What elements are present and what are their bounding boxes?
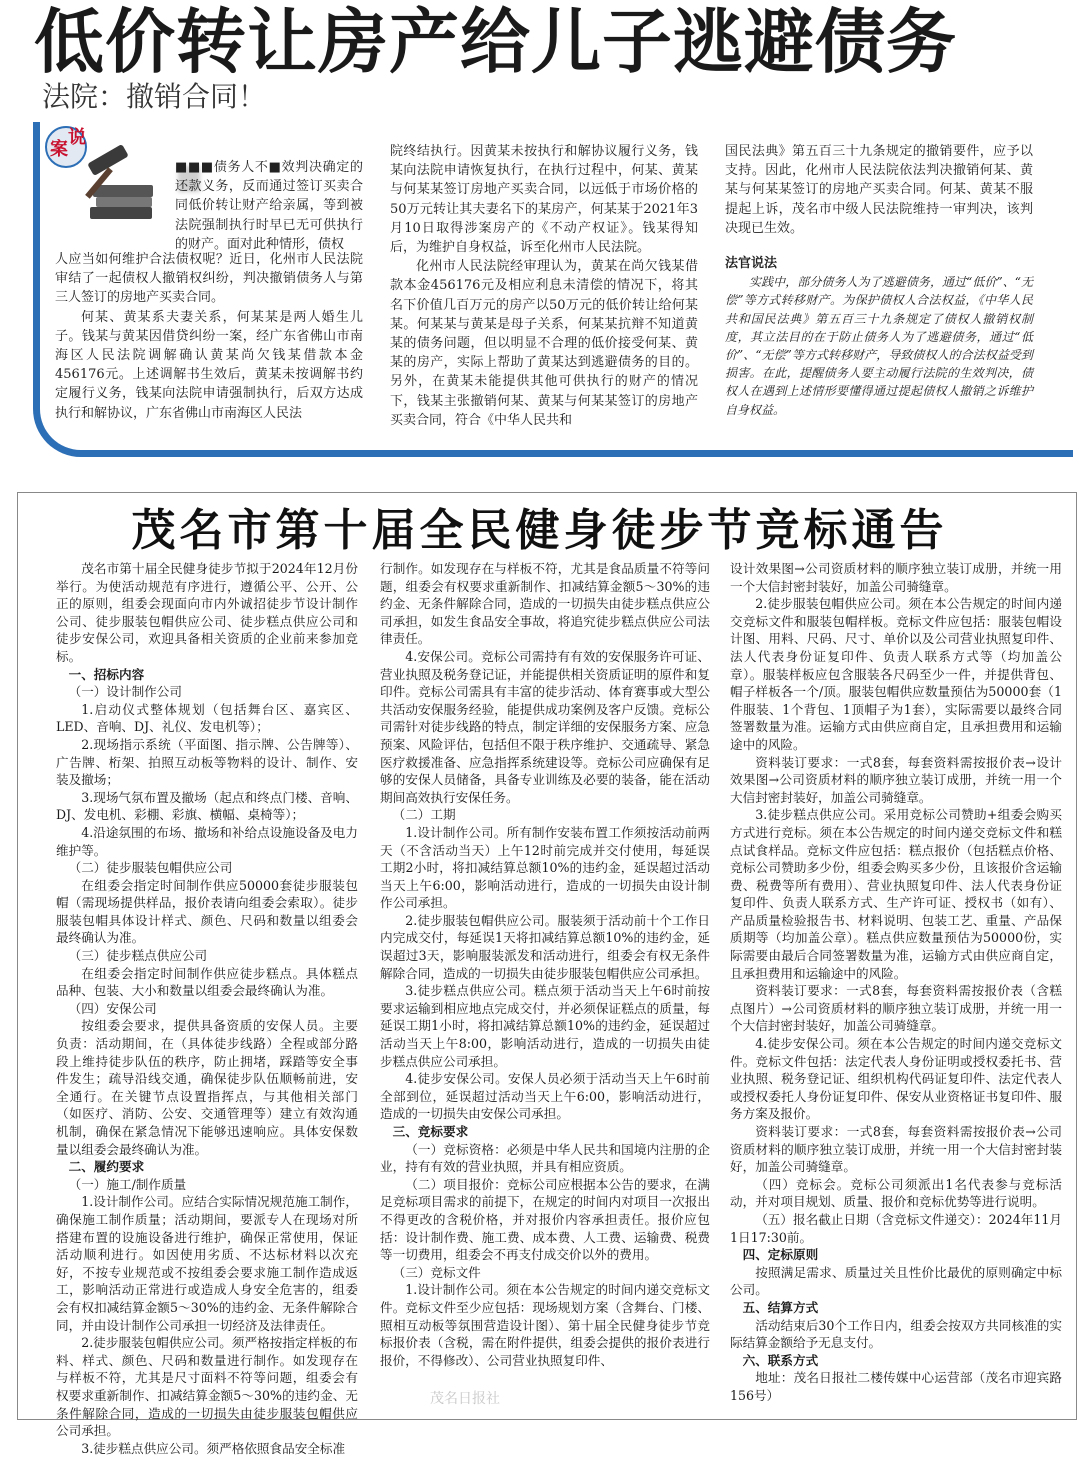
notice-paragraph: 2.徒步服装包帽供应公司。须严格按指定样板的布料、样式、颜色、尺码和数量进行制作。如发现存在与样板不符，尤其是尺寸面料不符等问题，组委会有权要求重新制作、扣减结算金额5～30%的违约金、无条件解除合同，造成的一切损失由徒步服装包帽供应公司承担。 <box>56 1335 358 1439</box>
notice-paragraph: 1.设计制作公司。应结合实际情况规范施工制作，确保施工制作质量；活动期间，要派专人在现场对所搭建布置的设施设备进行维护，确保正常使用，保证活动顺利进行。如因使用劣质、不达标材料以次充好，不按专业规范或不按组委会要求施工制作造成返工，影响活动正常进行或造成人身安全危害的，组委会有权扣减结算金额5～30%的违约金、无条件解除合同，并由设计制作公司承担一切经济及法律责任。 <box>56 1194 358 1333</box>
notice-paragraph: 行制作。如发现存在与样板不符，尤其是食品质量不符等问题，组委会有权要求重新制作、扣减结算金额5～30%的违约金、无条件解除合同，造成的一切损失由徒步糕点供应公司承担，如发生食品安全事故，将追究徒步糕点供应公司法律责任。 <box>380 561 710 647</box>
article-col3 <box>725 142 1033 419</box>
notice-section-heading: 六、联系方式 <box>742 1352 819 1368</box>
notice-subheading: （二）工期 <box>392 807 456 823</box>
notice-subheading: （四）安保公司 <box>68 1000 157 1016</box>
article-paragraph: 院终结执行。因黄某未按执行和解协议履行义务，钱某向法院申请恢复执行，在执行过程中，何某、黄某与何某某签订房地产买卖合同，以远低于市场价格的50万元转让其夫妻名下的某房产，何某某于2021年3月10日取得涉案房产的《不动产权证》。钱某得知后，为维护自身权益，诉至化州市人民法院。 <box>390 144 698 256</box>
notice-paragraph: 4.安保公司。竞标公司需持有有效的安保服务许可证、营业执照及税务登记证，并能提供相关资质证明的原件和复印件。竞标公司需具有丰富的徒步活动、体育赛事或大型公共活动安保服务经验，能提供成功案例及客户反馈。竞标公司需针对徒步线路的特点，制定详细的安保服务方案、应急预案、风险评估，包括但不限于秩序维护、交通疏导、紧急医疗救援准备、应急指挥系统建设等。竞标公司应确保有足够的安保人员储备，具备专业训练及必要的装备，能在活动期间高效执行安保任务。 <box>380 648 710 805</box>
article-paragraph: 何某、黄某系夫妻关系，何某某是两人婚生儿子。钱某与黄某因借贷纠纷一案，经广东省佛山市南海区人民法院调解确认黄某尚欠钱某借款本金456176元。上述调解书生效后，黄某未按调解书约定履行义务，钱某向法院申请强制执行，后双方达成执行和解协议，广东省佛山市南海区人民法 <box>55 309 363 421</box>
notice-paragraph: 资料装订要求：一式8套，每套资料需按报价表→公司资质材料的顺序独立装订成册，并统一用一个大信封密封装好，加盖公司骑缝章。 <box>730 1124 1062 1175</box>
article-paragraph: 化州市人民法院经审理认为，黄某在尚欠钱某借款本金456176元及相应利息未清偿的情况下，将其名下价值几百万元的房产以50万元的低价转让给何某某。何某某与黄某是母子关系，何某某抗辩不知道黄某的债务问题，但以明显不合理的低价接受何某、黄某的房产，实际上帮助了黄某达到逃避债务的目的。另外，在黄某未能提供其他可供执行的财产的情况下，钱某主张撤销何某、黄某与何某某签订的房地产买卖合同，符合《中华人民共和 <box>390 259 698 428</box>
badge-text: 案 <box>50 139 68 160</box>
notice-subheading: （三）竞标文件 <box>392 1264 481 1280</box>
notice-paragraph: （五）报名截止日期（含竞标文件递交）：2024年11月1日17:30前。 <box>730 1211 1062 1245</box>
notice-section-heading: 三、竞标要求 <box>392 1124 469 1139</box>
legal-title: 法官说法 <box>725 256 778 272</box>
article-col2 <box>390 142 698 430</box>
notice-paragraph: 按照满足需求、质量过关且性价比最优的原则确定中标公司。 <box>730 1264 1062 1298</box>
notice-title: 茂名市第十届全民健身徒步节竞标通告 <box>131 505 948 556</box>
notice-section-heading: 五、结算方式 <box>742 1299 819 1315</box>
notice-paragraph: 地址：茂名日报社二楼传媒中心运营部（茂名市迎宾路156号） <box>730 1370 1062 1403</box>
svg-text:说: 说 <box>68 127 86 148</box>
notice-paragraph: 活动结束后30个工作日内，组委会按双方共同核准的实际结算金额给予无息支付。 <box>730 1317 1062 1351</box>
notice-paragraph: 茂名市第十届全民健身徒步节拟于2024年12月份举行。为使活动规范有序进行，遵循公平、公开、公正的原则，组委会现面向市内外诚招徒步节设计制作公司、徒步服装包帽供应公司、徒步糕点供应公司和徒步安保公司，欢迎具备相关资质的企业前来参加竞标。 <box>56 561 358 664</box>
notice-paragraph: （二）项目报价：竞标公司应根据本公告的要求，在满足竞标项目需求的前提下，在规定的时间内对项目一次报出不得更改的含税价格，并对报价内容承担责任。报价应包括：设计制作费、施工费、成本费、人工费、运输费、税费等一切费用，组委会不再支付成交价以外的费用。 <box>380 1176 710 1263</box>
notice-paragraph: 2.现场指示系统（平面图、指示牌、公告牌等）、广告牌、桁架、拍照互动板等物料的设计、制作、安装及撤场； <box>56 736 358 788</box>
books-icon <box>90 185 153 219</box>
notice-subheading: （二）徒步服装包帽供应公司 <box>68 860 233 876</box>
notice-paragraph: 3.现场气氛布置及撤场（起点和终点门楼、音响、DJ、发电机、彩棚、彩旗、横幅、桌椅等）； <box>56 789 358 823</box>
notice-paragraph: 1.启动仪式整体规划（包括舞台区、嘉宾区、LED、音响、DJ、礼仪、发电机等）； <box>56 701 358 735</box>
notice-col3 <box>730 560 1062 1418</box>
notice-paragraph: 4.沿途氛围的布场、撤场和补给点设施设备及电力维护等。 <box>56 824 358 858</box>
notice-col1 <box>56 560 358 1456</box>
notice-paragraph: 2.徒步服装包帽供应公司。服装须于活动前十个工作日内完成交付，每延误1天将扣减结算总额10%的违约金，延误超过3天，影响服装派发和活动进行，组委会有权无条件解除合同，造成的一切损失由徒步服装包帽供应公司承担。 <box>380 912 710 981</box>
notice-paragraph: 1.设计制作公司。须在本公告规定的时间内递交竞标文件。竞标文件至少应包括：现场规划方案（含舞台、门楼、照相互动板等氛围营造设计图）、第十届全民健身徒步节竞标报价表（含税，需在附件提供，组委会提供的报价表进行报价，不得修改）、公司营业执照复印件、 <box>380 1282 710 1368</box>
subhead: 法院：撤销合同！ <box>42 80 267 113</box>
notice-paragraph: 3.徒步糕点供应公司。糕点须于活动当天上午6时前按要求运输到相应地点完成交付，并必须保证糕点的质量，每延误工期1小时，将扣减结算总额10%的违约金，延误超过活动当天上午8:00，影响活动进行，造成的一切损失由徒步糕点供应公司承担。 <box>380 983 710 1069</box>
article-col1-top: ■■■债务人不■效判决确定的还款义务，反而通过签订买卖合同低价转让财产给亲属，等到被法院强制执行时早已无可供执行的财产。面对此种情形，债权 <box>175 160 363 252</box>
notice-col2 <box>380 560 710 1418</box>
notice-paragraph: 3.徒步糕点供应公司。须严格依照食品安全标准 <box>81 1440 346 1456</box>
notice-subheading: （一）施工/制作质量 <box>68 1176 187 1192</box>
article-paragraph: 国民法典》第五百三十九条规定的撤销要件，应予以支持。因此，化州市人民法院依法判决撤销何某、黄某与何某某签订的房地产买卖合同。何某、黄某不服提起上诉，茂名市中级人民法院维持一审判决，该判决现已生效。 <box>725 144 1033 236</box>
headline: 低价转让房产给儿子逃避债务 <box>34 1 957 83</box>
article-col1 <box>55 250 363 423</box>
notice-paragraph: 资料装订要求：一式8套，每套资料需按报价表（含糕点图片）→公司资质材料的顺序独立装订成册，并统一用一个大信封密封装好，加盖公司骑缝章。 <box>730 983 1062 1034</box>
notice-section-heading: 四、定标原则 <box>742 1247 819 1263</box>
notice-subheading: （一）设计制作公司 <box>68 684 182 700</box>
article-paragraph: 人应当如何维护合法债权呢？近日，化州市人民法院审结了一起债权人撤销权纠纷，判决撤销债务人与第三人签订的房地产买卖合同。 <box>55 252 363 306</box>
notice-paragraph: （四）竞标会。竞标公司须派出1名代表参与竞标活动，并对项目规划、质量、报价和竞标优势等进行说明。 <box>730 1176 1062 1210</box>
gavel-icon <box>38 125 158 225</box>
watermark: 茂名日报社 <box>430 1391 500 1407</box>
notice-paragraph: （一）竞标资格：必须是中华人民共和国境内注册的企业，持有有效的营业执照，并具有相应资质。 <box>380 1141 710 1175</box>
notice-paragraph: 按组委会要求，提供具备资质的安保人员。主要负责：活动期间，在（具体徒步线路）全程或部分路段上维持徒步队伍的秩序，防止拥堵，踩踏等安全事件发生；疏导沿线交通，确保徒步队伍顺畅前进，安全通行。在关键节点设置指挥点，与其他相关部门（如医疗、消防、公安、交通管理等）建立有效沟通机制，确保在紧急情况下能够迅速响应。具体安保数量以组委会最终确认为准。 <box>56 1018 358 1157</box>
notice-subheading: （三）徒步糕点供应公司 <box>68 948 208 964</box>
legal-text: 实践中，部分债务人为了逃避债务，通过“低价”、“无偿”等方式转移财产。为保护债权人合法权益，《中华人民共和国民法典》第五百三十九条规定了债权人撤销权制度，其立法目的在于防止债务人为了逃避债务，通过“低价”、“无偿”等方式转移财产，导致债权人的合法权益受到损害。在此，提醒债务人要主动履行法院的生效判决，债权人在遇到上述情形要懂得通过提起债权人撤销之诉维护自身权益。 <box>725 275 1033 417</box>
notice-paragraph: 在组委会指定时间制作供应徒步糕点。具体糕点品种、包装、大小和数量以组委会最终确认为准。 <box>56 965 358 999</box>
notice-paragraph: 设计效果图→公司资质材料的顺序独立装订成册，并统一用一个大信封密封装好，加盖公司骑缝章。 <box>730 561 1062 594</box>
notice-paragraph: 4.徒步安保公司。须在本公告规定的时间内递交竞标文件。竞标文件包括：法定代表人身份证明或授权委托书、营业执照、税务登记证、组织机构代码证复印件、法定代表人或授权委托人身份证复印件、保安从业资格证书复印件、服务方案及报价。 <box>730 1036 1062 1122</box>
notice-paragraph: 1.设计制作公司。所有制作安装布置工作须按活动前两天（不含活动当天）上午12时前完成并交付使用，每延误工期2小时，将扣减结算总额10%的违约金，延误超过活动当天上午6:00，影响活动进行，造成的一切损失由设计制作公司承担。 <box>380 824 710 911</box>
notice-paragraph: 资料装订要求：一式8套，每套资料需按报价表→设计效果图→公司资质材料的顺序独立装订成册，并统一用一个大信封密封装好，加盖公司骑缝章。 <box>730 754 1062 805</box>
notice-paragraph: 2.徒步服装包帽供应公司。须在本公告规定的时间内递交竞标文件和服装包帽样板。竞标文件应包括：服装包帽设计图、用料、尺码、尺寸、单价以及公司营业执照复印件、法人代表身份证复印件、负责人联系方式等（均加盖公章）。服装样板应包含服装各尺码至少一件，并提供背包、帽子样板各一个/顶。服装包帽供应数量预估为50000套（1件服装、1个背包、1顶帽子为1套），实际需要以最终合同签署数量为准。运输方式由供应商自定，且承担费用和运输途中的风险。 <box>730 596 1062 752</box>
notice-paragraph: 在组委会指定时间制作供应50000套徒步服装包帽（需现场提供样品，报价表请向组委会索取）。徒步服装包帽具体设计样式、颜色、尺码和数量以组委会最终确认为准。 <box>56 877 358 946</box>
notice-section-heading: 一、招标内容 <box>68 666 145 682</box>
notice-paragraph: 4.徒步安保公司。安保人员必须于活动当天上午6时前全部到位，延误超过活动当天上午6:00，影响活动进行，造成的一切损失由安保公司承担。 <box>380 1071 710 1122</box>
notice-section-heading: 二、履约要求 <box>68 1159 145 1175</box>
notice-paragraph: 3.徒步糕点供应公司。采用竞标公司赞助+组委会购买方式进行竞标。须在本公告规定的时间内递交竞标文件和糕点试食样品。竞标文件应包括：糕点报价（包括糕点价格、竞标公司赞助多少份，组委会购买多少份，且该报价含运输费、税费等所有费用）、营业执照复印件、法人代表身份证复印件、负责人联系方式、生产许可证、授权书（如有）、产品质量检验报告书、材料说明、包装工艺、重量、产品保质期等（均加盖公章）。糕点供应数量预估为50000份，实际需要由最后合同签署数量为准，运输方式由供应商自定，且承担费用和运输途中的风险。 <box>730 807 1062 981</box>
